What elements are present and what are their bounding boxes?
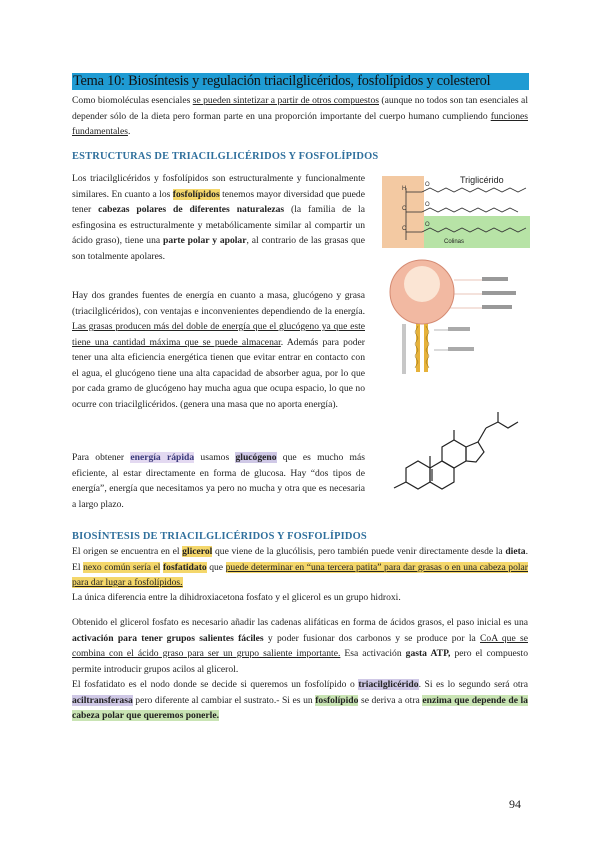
page-title: Tema 10: Biosíntesis y regulación triacilglicéridos, fosfolípidos y colesterol xyxy=(72,73,529,90)
section-heading-structures: ESTRUCTURAS DE TRIACILGLICÉRIDOS Y FOSFOLÍPIDOS xyxy=(72,151,379,162)
intro-paragraph: Como biomoléculas esenciales se pueden sintetizar a partir de otros compuestos (aunque no todos son tan esenciales al depender sólo de la dieta pero forman parte en una proporción importante del cuerpo humano cumpliendo funciones fundamentales. xyxy=(72,95,528,137)
svg-text:O: O xyxy=(425,202,430,208)
cholesterol-structure-figure xyxy=(386,408,526,504)
fatty-acid-region xyxy=(424,216,530,248)
micelle-figure xyxy=(382,258,532,378)
fatty-acid-label: Colinas xyxy=(444,239,465,245)
svg-text:C: C xyxy=(402,226,407,232)
triglyceride-figure xyxy=(382,170,532,252)
section-heading-biosynthesis: BIOSÍNTESIS DE TRIACILGLICÉRIDOS Y FOSFOLÍPIDOS xyxy=(72,531,367,542)
biosynthesis-paragraph-1: El origen se encuentra en el glicerol que viene de la glucólisis, pero también puede venir directamente desde la dieta. El nexo común sería el fosfatidato que puede determinar en “una tercera patita” para dar grasas o en una cabeza polar para dar lugar a fosfolípidos. xyxy=(72,546,528,588)
triglyceride-label: Triglicérido xyxy=(460,175,504,185)
page-number: 94 xyxy=(509,797,521,811)
structures-paragraph-3: Para obtener energía rápida usamos glucógeno que es mucho más eficiente, al estar directamente en forma de glucosa. Hay “dos tipos de energía”, energía que necesitamos ya pero no mucha y otra que es necesaria a largo plazo. xyxy=(72,452,365,510)
svg-text:O: O xyxy=(425,222,430,228)
structures-paragraph-2: Hay dos grandes fuentes de energía en cuanto a masa, glucógeno y grasa (triacilglicéridos), con ventajas e inconvenientes dependiendo de la energía. Las grasas producen más del doble de energía que el glucógeno ya que este tiene una cantidad máxima que se puede almacenar. Además para poder tener una alta eficiencia energética tienen que evitar entrar en contacto con el agua, el glucógeno tiene una alta capacidad de absorber agua, por lo que por cada gramo de glucógeno hay mucha agua que ocupa espacio, lo que no ocurre con triacilglicéridos. (genera una masa que no aporta energía). xyxy=(72,290,365,410)
biosynthesis-paragraph-2: La única diferencia entre la dihidroxiacetona fosfato y el glicerol es un grupo hidroxi. xyxy=(72,592,401,603)
svg-text:H: H xyxy=(402,186,407,192)
structures-paragraph-1: Los triacilglicéridos y fosfolípidos son estructuralmente y funcionalmente similares. En cuanto a los fosfolípidos tenemos mayor diversidad que puede tener cabezas polares de diferentes naturalezas (la familia de la esfingosina es estructuralmente y metabólicamente similar al compartir un ácido graso), tiene una parte polar y apolar, al contrario de las grasas que son totalmente apolares. xyxy=(72,173,365,262)
svg-text:O: O xyxy=(425,182,430,188)
svg-text:C: C xyxy=(402,206,407,212)
biosynthesis-paragraph-3: Obtenido el glicerol fosfato es necesario añadir las cadenas alifáticas en forma de ácidos grasos, el paso inicial es una activación para tener grupos salientes fáciles y poder fusionar dos carbonos y se produce por la CoA que se combina con el ácido graso para ser un grupo saliente importante. Esa activación gasta ATP, pero el compuesto permite introducir grupos acilos al glicerol. xyxy=(72,617,529,675)
biosynthesis-paragraph-4: El fosfatidato es el nodo donde se decide si queremos un fosfolípido o triacilglicérido. Si es lo segundo será otra aciltransferasa pero diferente al cambiar el sustrato.- Si es un fosfolípido se deriva a otra enzima que depende de la cabeza polar que queremos ponerle. xyxy=(72,679,528,721)
